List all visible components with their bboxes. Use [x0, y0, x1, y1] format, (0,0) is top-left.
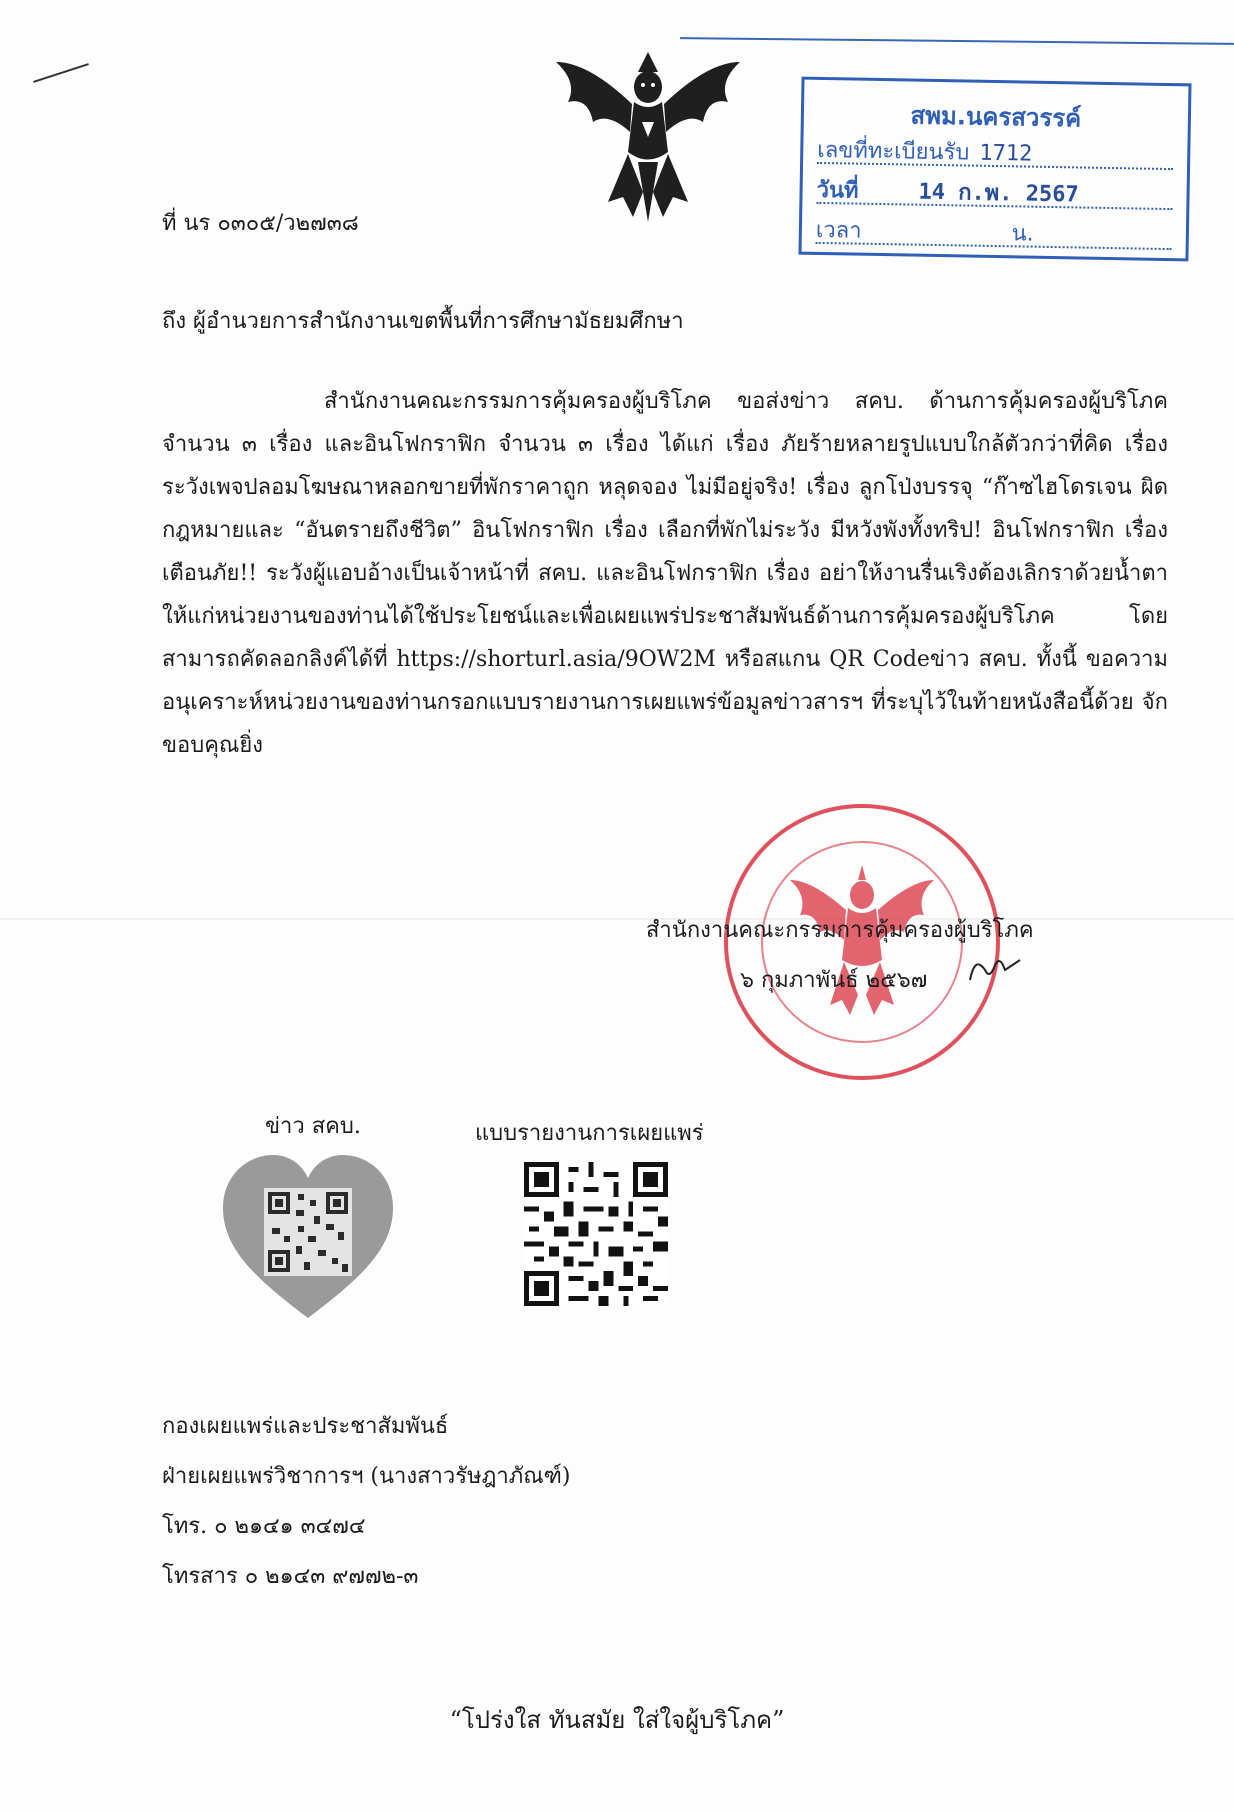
slogan: “โปร่งใส ทันสมัย ใส่ใจผู้บริโภค”: [449, 1706, 785, 1734]
stamp-date-value: 14 ก.พ. 2567: [918, 179, 1079, 208]
stamp-date-line: [816, 172, 1173, 210]
heart-qr-code-icon: [218, 1150, 398, 1330]
contact-fax: โทรสาร ๐ ๒๑๔๓ ๙๗๗๒-๓: [162, 1564, 419, 1589]
receipt-stamp: [798, 77, 1191, 262]
pen-mark: [33, 63, 89, 83]
signature-date: ๖ กุมภาพันธ์ ๒๕๖๗: [740, 968, 928, 993]
garuda-emblem-icon: [548, 42, 748, 232]
stamp-reg-value: 1712: [979, 140, 1033, 167]
report-qr-code-icon: [524, 1162, 668, 1306]
reference-number: ที่ นร ๐๓๐๕/ว๒๗๓๘: [162, 211, 359, 236]
stamp-office: สพม.นครสวรรค์: [910, 101, 1082, 133]
letter-body-text: สำนักงานคณะกรรมการคุ้มครองผู้บริโภค ขอส่งข่าว สคบ. ด้านการคุ้มครองผู้บริโภค จำนวน ๓ เรื่อง และอินโฟกราฟิก จำนวน ๓ เรื่อง ได้แก่ เรื่อง ภัยร้ายหลายรูปแบบใกล้ตัวกว่าที่คิด เรื่อง ระวังเพจปลอมโฆษณาหลอกขายที่พักราคาถูก หลุดจอง ไม่มีอยู่จริง! เรื่อง ลูกโป่งบรรจุ “ก๊าซไฮโดรเจน ผิดกฎหมายและ “อันตรายถึงชีวิต” อินโฟกราฟิก เรื่อง เลือกที่พักไม่ระวัง มีหวังพังทั้งทริป! อินโฟกราฟิก เรื่อง เตือนภัย!! ระวังผู้แอบอ้างเป็นเจ้าหน้าที่ สคบ. และอินโฟกราฟิก เรื่อง อย่าให้งานรื่นเริงต้องเลิกราด้วยน้ำตา ให้แก่หน่วยงานของท่านได้ใช้ประโยชน์และเพื่อเผยแพร่ประชาสัมพันธ์ด้านการคุ้มครองผู้บริโภค โดยสามารถคัดลอกลิงค์ได้ที่ https://shorturl.asia/9OW2M หรือสแกน QR Codeข่าว สคบ. ทั้งนี้ ขอความอนุเคราะห์หน่วยงานของท่านกรอกแบบรายงานการเผยแพร่ข้อมูลข่าวสารฯ ที่ระบุไว้ในท้ายหนังสือนี้ด้วย จักขอบคุณยิ่ง: [162, 389, 1168, 758]
stamp-time-suffix: น.: [1011, 221, 1034, 247]
stamp-date-label: วันที่: [816, 177, 859, 204]
paper-fold-line: [0, 918, 1234, 920]
paper-edge-mark: [680, 37, 1234, 45]
recipient-line: ถึง ผู้อำนวยการสำนักงานเขตพื้นที่การศึกษามัธยมศึกษา: [162, 309, 684, 334]
contact-phone: โทร. ๐ ๒๑๔๑ ๓๔๗๔: [162, 1514, 366, 1539]
stamp-time-line: [816, 212, 1173, 250]
stamp-reg-label: เลขที่ทะเบียนรับ: [817, 137, 970, 166]
signature-organization: สำนักงานคณะกรรมการคุ้มครองผู้บริโภค: [646, 918, 1034, 943]
contact-division: กองเผยแพร่และประชาสัมพันธ์: [162, 1414, 449, 1439]
stamp-time-label: เวลา: [815, 217, 862, 244]
stamp-reg-line: [817, 132, 1174, 170]
contact-section: ฝ่ายเผยแพร่วิชาการฯ (นางสาวรัษฎาภัณฑ์): [162, 1464, 571, 1489]
qr-caption-report: แบบรายงานการเผยแพร่: [475, 1121, 704, 1146]
signature-scribble-icon: [965, 950, 1025, 990]
letter-body: [162, 380, 1168, 767]
qr-caption-news: ข่าว สคบ.: [265, 1114, 361, 1139]
